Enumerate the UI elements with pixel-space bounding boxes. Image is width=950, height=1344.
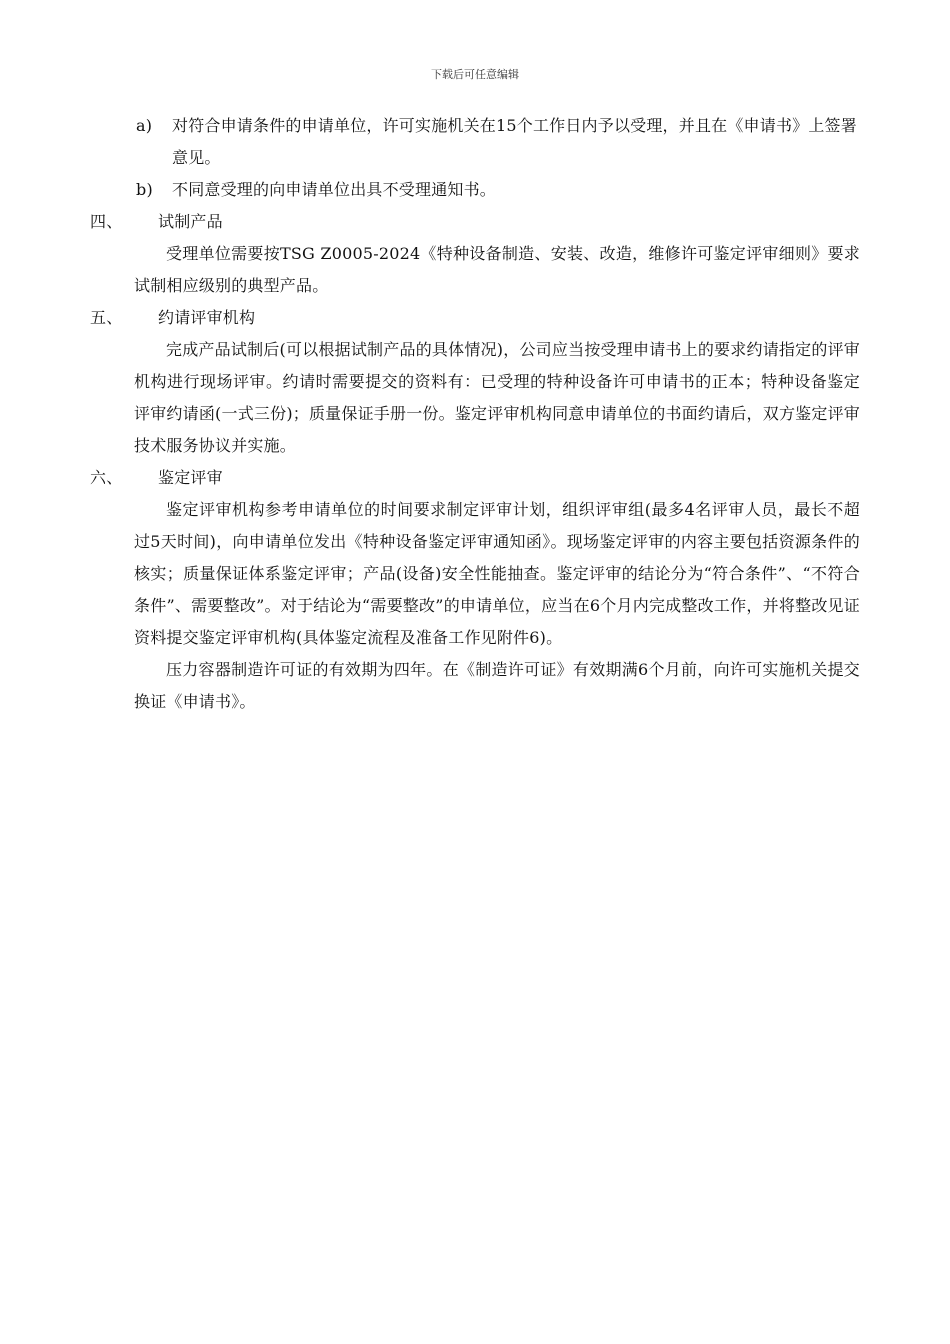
section-heading-6 (90, 462, 870, 494)
section-title: 约请评审机构 (158, 308, 256, 327)
list-item-a (90, 110, 870, 174)
section-title: 鉴定评审 (158, 468, 223, 487)
document-body (90, 110, 870, 718)
section-heading-5 (90, 302, 870, 334)
list-item-b (90, 174, 870, 206)
section-paragraph: 压力容器制造许可证的有效期为四年。在《制造许可证》有效期满6个月前，向许可实施机关提交换证《申请书》。 (134, 660, 860, 711)
list-marker: b) (136, 180, 153, 199)
section-title: 试制产品 (158, 212, 223, 231)
list-marker: a) (136, 116, 153, 135)
list-item-text: 对符合申请条件的申请单位，许可实施机关在15个工作日内予以受理，并且在《申请书》上签署意见。 (172, 116, 857, 167)
list-item-text: 不同意受理的向申请单位出具不受理通知书。 (172, 180, 497, 199)
section-paragraph: 完成产品试制后(可以根据试制产品的具体情况)，公司应当按受理申请书上的要求约请指定的评审机构进行现场评审。约请时需要提交的资料有：已受理的特种设备许可申请书的正本；特种设备鉴定评审约请函(一式三份)；质量保证手册一份。鉴定评审机构同意申请单位的书面约请后，双方鉴定评审技术服务协议并实施。 (134, 340, 860, 455)
section-heading-4 (90, 206, 870, 238)
section-number: 四、 (90, 212, 123, 231)
section-paragraph: 鉴定评审机构参考申请单位的时间要求制定评审计划，组织评审组(最多4名评审人员，最长不超过5天时间)，向申请单位发出《特种设备鉴定评审通知函》。现场鉴定评审的内容主要包括资源条件的核实；质量保证体系鉴定评审；产品(设备)安全性能抽查。鉴定评审的结论分为“符合条件”、“不符合条件”、需要整改”。对于结论为“需要整改”的申请单位，应当在6个月内完成整改工作，并将整改见证资料提交鉴定评审机构(具体鉴定流程及准备工作见附件6)。 (134, 500, 860, 647)
section-number: 六、 (90, 468, 123, 487)
section-number: 五、 (90, 308, 123, 327)
section-paragraph: 受理单位需要按TSG Z0005-2024《特种设备制造、安装、改造，维修许可鉴定评审细则》要求试制相应级别的典型产品。 (134, 244, 860, 295)
page-header: 下载后可任意编辑 (431, 68, 519, 81)
